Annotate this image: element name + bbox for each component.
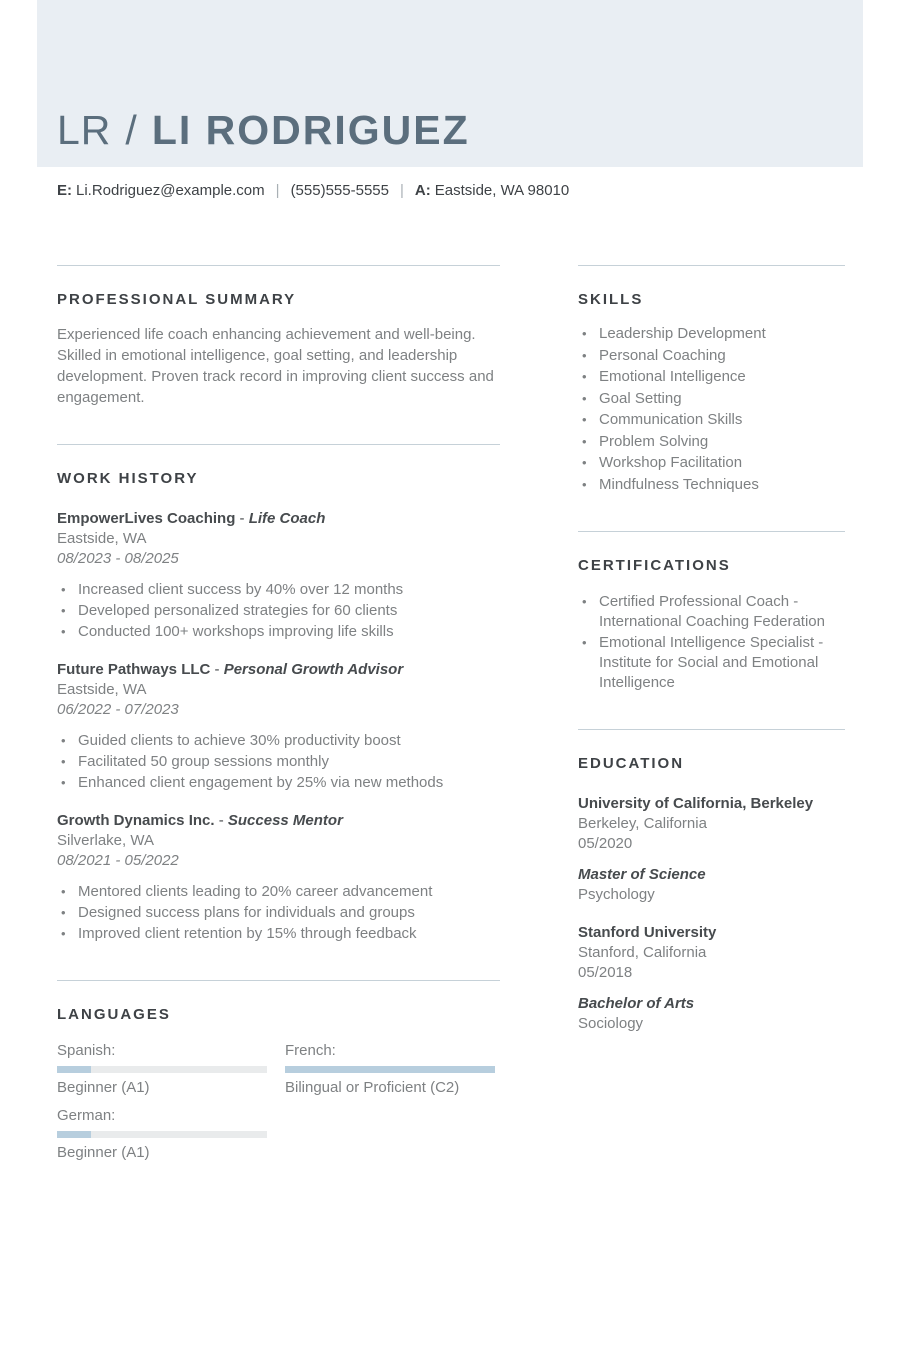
bullet-item: • Enhanced client engagement by 25% via new methods: [57, 773, 500, 793]
job-title-line: [57, 811, 500, 831]
degree-field: Sociology: [578, 1015, 644, 1032]
company-name: Growth Dynamics Inc.: [57, 812, 215, 829]
job-entry: [57, 509, 500, 642]
skills-section: [578, 265, 845, 495]
language-level: Beginner (A1): [57, 1144, 150, 1161]
header-band: [37, 0, 863, 167]
job-bullet-list: [57, 731, 500, 793]
languages-grid: [57, 1042, 500, 1161]
language-level: Bilingual or Proficient (C2): [285, 1079, 460, 1096]
certifications-heading: CERTIFICATIONS: [578, 557, 731, 574]
language-name: French:: [285, 1042, 336, 1059]
candidate-name: LI RODRIGUEZ: [151, 107, 470, 153]
certifications-list: [578, 592, 845, 693]
job-role: Life Coach: [248, 510, 326, 527]
school-location: Stanford, California: [578, 944, 707, 961]
bullet-item: • Guided clients to achieve 30% productivity boost: [57, 731, 500, 751]
job-title-dash: -: [214, 661, 220, 678]
job-dates: 08/2021 - 05/2022: [57, 852, 179, 869]
language-bar-fill: [57, 1131, 91, 1138]
left-column: [57, 265, 500, 1161]
title-slash-divider: /: [125, 107, 138, 153]
education-entry: [578, 923, 845, 1034]
language-name: Spanish:: [57, 1042, 116, 1059]
job-title-dash: -: [218, 812, 224, 829]
language-level: Beginner (A1): [57, 1079, 150, 1096]
skills-list: [578, 324, 845, 495]
job-title-line: [57, 660, 500, 680]
contact-line: [57, 182, 843, 199]
email-value: Li.Rodriguez@example.com: [76, 182, 265, 199]
company-name: Future Pathways LLC: [57, 661, 211, 678]
language-item: [57, 1107, 285, 1161]
language-bar-track: [57, 1131, 267, 1138]
job-bullet-list: [57, 580, 500, 642]
degree-name: Bachelor of Arts: [578, 995, 695, 1012]
professional-summary-heading: PROFESSIONAL SUMMARY: [57, 291, 297, 308]
graduation-date: 05/2018: [578, 964, 633, 981]
degree-field: Psychology: [578, 886, 655, 903]
skill-item: • Leadership Development: [578, 324, 845, 345]
page-title: [57, 107, 470, 153]
job-location: Silverlake, WA: [57, 832, 154, 849]
certifications-section: [578, 531, 845, 693]
job-title-line: [57, 509, 500, 529]
resume-body: [0, 265, 900, 1161]
job-location: Eastside, WA: [57, 530, 147, 547]
job-entry: [57, 660, 500, 793]
job-entry: [57, 811, 500, 944]
bullet-item: • Conducted 100+ workshops improving life skills: [57, 622, 500, 642]
phone-value: (555)555-5555: [290, 182, 389, 199]
graduation-date: 05/2020: [578, 835, 633, 852]
skill-item: • Mindfulness Techniques: [578, 475, 845, 496]
right-column: [578, 265, 845, 1161]
language-item: [285, 1042, 500, 1096]
bullet-item: • Improved client retention by 15% through feedback: [57, 924, 500, 944]
skill-item: • Problem Solving: [578, 432, 845, 453]
column-gap: [500, 265, 578, 1161]
skill-item: • Goal Setting: [578, 389, 845, 410]
contact-separator: |: [275, 182, 280, 199]
bullet-item: • Mentored clients leading to 20% career advancement: [57, 882, 500, 902]
bullet-item: • Facilitated 50 group sessions monthly: [57, 752, 500, 772]
job-role: Personal Growth Advisor: [223, 661, 404, 678]
job-dates: 08/2023 - 08/2025: [57, 550, 179, 567]
skills-heading: SKILLS: [578, 291, 644, 308]
monogram-initials: LR: [57, 107, 112, 153]
degree-name: Master of Science: [578, 866, 706, 883]
bullet-item: • Designed success plans for individuals and groups: [57, 903, 500, 923]
languages-heading: LANGUAGES: [57, 1006, 171, 1023]
work-history-heading: WORK HISTORY: [57, 470, 199, 487]
professional-summary-section: [57, 265, 500, 408]
job-bullet-list: [57, 882, 500, 944]
bullet-item: • Increased client success by 40% over 12 months: [57, 580, 500, 600]
language-bar-fill: [57, 1066, 91, 1073]
address-value: Eastside, WA 98010: [434, 182, 570, 199]
skill-item: • Emotional Intelligence: [578, 367, 845, 388]
language-bar-fill: [285, 1066, 495, 1073]
professional-summary-text: Experienced life coach enhancing achievement and well-being. Skilled in emotional intelligence, goal setting, and leadership development. Proven track record in improving client success and engagement.: [57, 326, 494, 406]
email-label: E:: [57, 182, 72, 199]
skill-item: • Personal Coaching: [578, 346, 845, 367]
school-name: University of California, Berkeley: [578, 795, 814, 812]
language-item: [57, 1042, 285, 1096]
work-history-section: [57, 444, 500, 944]
skill-item: • Communication Skills: [578, 410, 845, 431]
certification-item: • Emotional Intelligence Specialist - Institute for Social and Emotional Intelligence: [578, 633, 845, 693]
job-title-dash: -: [239, 510, 245, 527]
language-bar-track: [285, 1066, 495, 1073]
job-location: Eastside, WA: [57, 681, 147, 698]
job-dates: 06/2022 - 07/2023: [57, 701, 179, 718]
language-name: German:: [57, 1107, 116, 1124]
language-bar-track: [57, 1066, 267, 1073]
education-heading: EDUCATION: [578, 755, 685, 772]
education-entry: [578, 794, 845, 905]
company-name: EmpowerLives Coaching: [57, 510, 236, 527]
address-label: A:: [414, 182, 431, 199]
certification-item: • Certified Professional Coach - International Coaching Federation: [578, 592, 845, 632]
education-section: [578, 729, 845, 1034]
contact-separator: |: [399, 182, 404, 199]
languages-section: [57, 980, 500, 1161]
job-role: Success Mentor: [227, 812, 343, 829]
school-location: Berkeley, California: [578, 815, 707, 832]
school-name: Stanford University: [578, 924, 717, 941]
bullet-item: • Developed personalized strategies for 60 clients: [57, 601, 500, 621]
skill-item: • Workshop Facilitation: [578, 453, 845, 474]
